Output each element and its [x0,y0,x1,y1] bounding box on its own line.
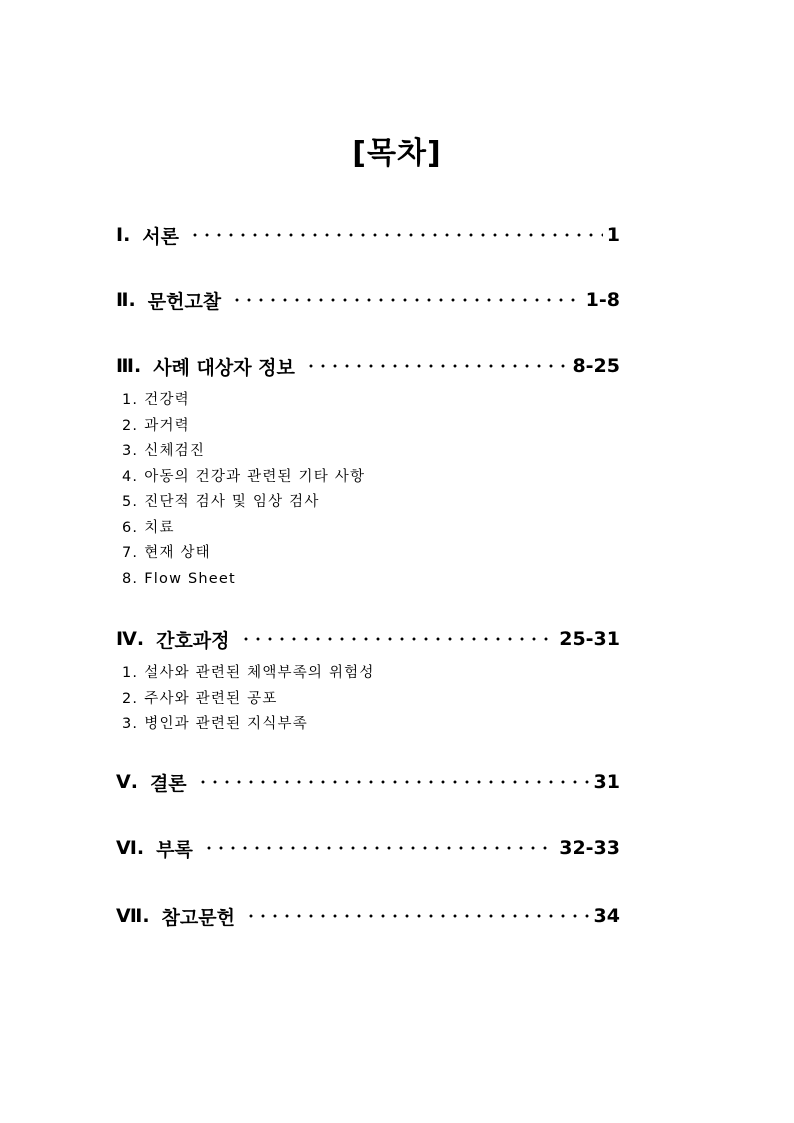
section-title: 부록 [156,838,193,861]
subsection-text: 과거력 [144,417,190,434]
section-title: 결론 [149,772,187,795]
section-numeral: Ⅶ. [116,905,150,927]
section-numeral: Ⅵ. [116,837,145,859]
subsection-number: 8. [122,570,139,587]
subsection-text: 진단적 검사 및 임상 검사 [144,494,320,510]
subsection-number: 2. [122,690,139,707]
subsection-list [122,388,620,592]
section-page: 1 [606,224,620,246]
section-title: 참고문헌 [161,906,235,929]
subsection-text: 건강력 [144,392,190,408]
subsection-item [122,414,620,440]
subsection-item [122,388,620,414]
subsection-item [122,567,620,593]
toc-section-4 [116,623,620,738]
section-page: 34 [593,905,620,927]
subsection-text: 현재 상태 [144,545,211,561]
dot-leader [245,910,590,922]
dot-leader [240,633,556,645]
section-title: 간호과정 [156,629,230,652]
subsection-text: 신체검진 [144,443,206,459]
section-title: 문헌고찰 [147,290,222,313]
subsection-text: 설사와 관련된 체액부족의 위험성 [144,665,375,681]
subsection-item [122,712,620,738]
subsection-number: 6. [122,519,139,536]
toc-section-6 [116,832,620,864]
dot-leader [189,229,603,241]
subsection-list [122,661,620,738]
dot-leader [231,294,582,306]
subsection-number: 3. [122,443,139,459]
section-title: 서론 [142,225,180,248]
subsection-item [122,687,620,713]
toc-section-1 [116,219,620,251]
subsection-text: 주사와 관련된 공포 [144,690,278,707]
subsection-number: 7. [122,545,139,561]
toc-heading [116,900,620,932]
subsection-text: Flow Sheet [144,570,236,587]
subsection-number: 3. [122,716,139,732]
section-numeral: Ⅳ. [116,628,145,650]
subsection-text: 아동의 건강과 관련된 기타 사항 [144,468,366,485]
subsection-item [122,490,620,516]
subsection-item [122,541,620,567]
toc-heading [116,284,620,316]
subsection-text: 치료 [144,519,175,536]
section-page: 31 [593,771,620,793]
dot-leader [197,776,590,788]
toc-section-7 [116,900,620,932]
dot-leader [203,842,555,854]
section-numeral: Ⅰ. [116,224,131,246]
section-numeral: Ⅱ. [116,289,136,311]
toc-heading [116,766,620,798]
subsection-item [122,661,620,687]
toc-section-2 [116,284,620,316]
toc-heading [116,350,620,382]
subsection-text: 병인과 관련된 지식부족 [144,716,308,732]
subsection-item [122,439,620,465]
subsection-number: 2. [122,417,139,434]
toc-heading [116,219,620,251]
section-page: 8-25 [572,355,620,377]
toc-section-3 [116,350,620,592]
section-title: 사례 대상자 정보 [153,356,295,379]
subsection-number: 4. [122,468,139,485]
subsection-item [122,516,620,542]
section-page: 25-31 [559,628,620,650]
section-numeral: Ⅲ. [116,355,142,377]
section-page: 32-33 [559,837,620,859]
toc-section-5 [116,766,620,798]
subsection-item [122,465,620,491]
subsection-number: 1. [122,665,139,681]
subsection-number: 5. [122,494,139,510]
section-numeral: Ⅴ. [116,771,138,793]
dot-leader [305,360,569,372]
page-title: [목차] [352,136,442,171]
subsection-number: 1. [122,392,139,408]
toc-heading [116,832,620,864]
toc-heading [116,623,620,655]
section-page: 1-8 [585,289,620,311]
